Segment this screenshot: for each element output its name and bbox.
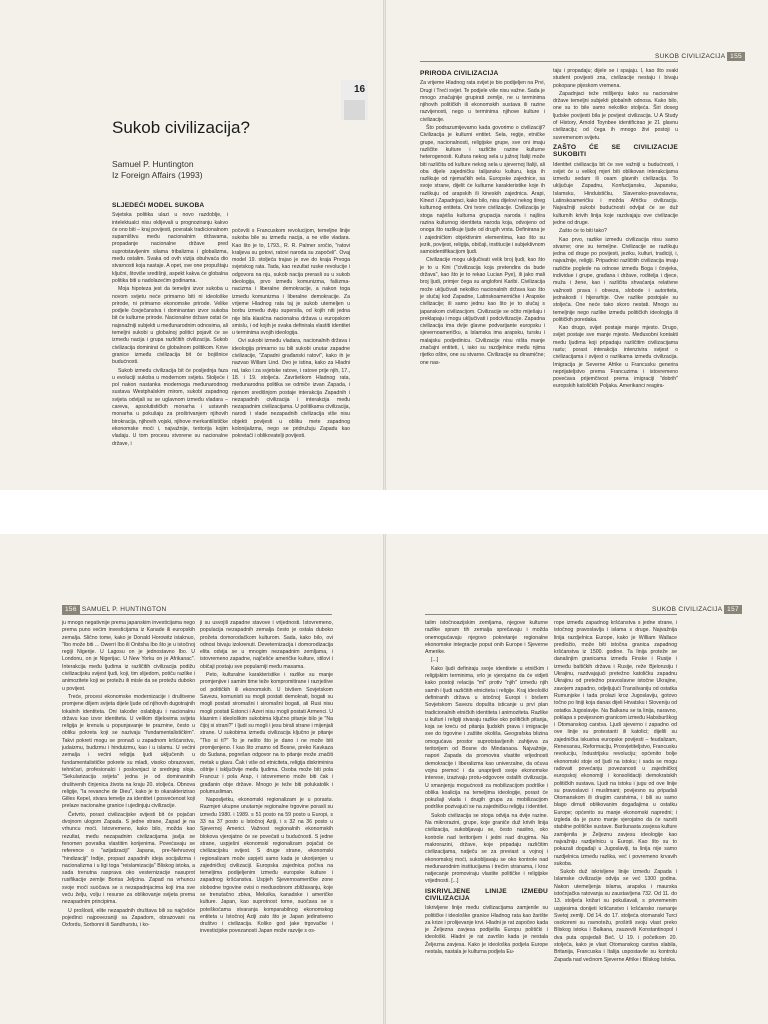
text-column bbox=[232, 228, 350, 440]
paragraph: talim istočnoazijskim zemljama, njegove kulturne razlike spram tih zemalja sprečavaju i možda onemogućavaju njegovo pokretanje regionalne ekonomske integracije poput onih Europe i Sjeverne Amerike. bbox=[425, 620, 548, 656]
page-number: 157 bbox=[724, 605, 742, 614]
paragraph: ju mnogo negativnije prema japanskim investicijama nego prema puno većim investicijama iz Kanade ili europskih zemalja. Slično tome, kako je Donald Horowitz istaknuo, "Ibo može biti ... Owerri Ibo ili Onitsha Ibo što je u istočnoj regiji Nigerije. U Lagosu on je jednostavno Ibo. U Londonu, on je Nigerijac. U New Yorku on je Afrikanac". Interakcija među ljudima iz različitih civilizacija podižu civilizacijsku svijest ljudi, koji, tim slijedom, potiču razlike i animozitete koji se protežu ili misle da se protežu duboko u povijest. bbox=[62, 620, 195, 692]
text-column bbox=[420, 68, 545, 468]
article-author: Samuel P. Huntington bbox=[112, 159, 194, 169]
running-head-title: SUKOB CIVILIZACIJA bbox=[655, 53, 726, 60]
paragraph: Sukob duž iskrivljene linije između Zapada i Islamske civilizacije odvija se već 1300 godina. Nakon utemeljenja islama, arapska i maurska istočnjačka ratovanja su zaustavljena 732. Od 11. do 13. stoljeća križari su pokušavali, s privremenim uspjesima donijeti kršćanstvo i kršćansko ravnanje Svetoj zemlji. Od 14. do 17. stoljeća otomanski Turci osokoreni su ravnotežu, proširili svoju vlast preko Bliskog istoka i Balkana, zauzevši Konstantinopol i dva puta opsjedali Beč. U 19. i početkom 20. stoljeća, kako je vlast Otomanskog carstva slabila, Britanija, Francuska i Italija uspostavile su kontrolu Zapada nad većinom Sjeverne Afrike i Bliskog Istoka. bbox=[554, 869, 677, 963]
paragraph: Kao prvo, razlike između civilizacija nisu samo stvarne; one su temeljne. Civilizacije se razlikuju jedna od druge po povijesti, jeziku, kulturi, tradiciji, i, najvažnije, religiji. Pripadnici različitih civilizacija imaju različite poglede na odnose između Boga i čovjeka, individue i grupe, građana i države, roditelja i djece, muža i žene, kao i različita shvaćanja relativne važnosti prava i obveza, slobode i autoriteta, jednakosti i hijerarhije. Ove razlike postojale su stoljeća. One neće tako skoro nestati. Mnogo su temeljnije nego razlike između političkih ideologija ili političkih poredaka. bbox=[553, 236, 678, 323]
paragraph: Sukob između civilizacija bit će posljednja faza u evoluciji sukoba u modernom svijetu. Stoljeće i pol nakon nastanka modernoga međunarodnog sustava Westphalskim mirom, sukobi zapadnog svijeta odvijali su se uglavnom između vladara – careva, apsolutističkih monarha i ustavnih monarha u pokušaju za proširivanjem njihovih birokracija, njihovih vojski, njihove merkantilističke ekonomske moći i, najvažnije, teritorija kojim vladaju. U tom procesu stvorene su nacionalne države, i bbox=[112, 367, 228, 447]
header-rule bbox=[62, 614, 332, 615]
book-gutter bbox=[383, 534, 386, 1024]
paragraph: rope između zapadnog kršćanstva s jedne strane, i istočnog pravoslavlja i islama s druge. Najvažnija linija razdjelnica Europe, kako je William Wallace predložio, može biti istočna granica zapadnog kršćanstva iz 1500. godine. Ta linija proteže se današnjim granicama između Finske i Rusije i između baltičkih država i Rusije, reže Bjelorusiju i Ukrajinu, razdvajajući pretežno katoličku zapadnu Ukrajinu od pretežno pravoslavne istočne Ukrajine, zavojem zapadno, odjeljujući Transilvaniju od ostatka Rumunjske i tada prolazi kroz Jugoslaviju, gotovo točno po liniji koja danas dijeli Hrvatsku i Sloveniju od ostatka Jugoslavije. Na Balkanu se ta linija, naravno, poklapa s povijesnom granicom između Habsburškog i Otomanskog carstva. Ljudi sjeverno i zapadno od ove linije su protestanti ili katolici; dijelili su zajednička iskustva europske povijesti – feudalizam, Renesansu, Reformaciju, Prosvjetiteljstvo, Francusku revoluciju, Industrijsku revoluciju; općenito bolje ekonomski stoje od ljudi na istoku; i sada se mogu radovati povećanju povezanosti u zajedničkoj europskoj ekonomiji i konsolidaciji demokratskih političkih sustava. Ljudi na istoku i jugu od ove linije su pravoslavci i muslimani; povijesno su pripadali Otomanskom ili drugim carstvima, i bili su samo blago dirnuti oblikovanim događajima u ostatku Europe; općenito su manje ekonomski napredni; i izgleda da je puno manje vjerojatno da će razviti stabilne političke sustave. Baršunasta zavjesa kulture zamijenila je Željeznu zavjesu ideologije kao najvažniju razdjelnicu u Europi. Kao što su to pokazali događaji u Jugoslaviji, ta linija nije samo razdjelnica između razlika, već i povremeno krvavih sukoba. bbox=[554, 620, 677, 867]
text-column bbox=[554, 620, 677, 1020]
section-heading: ZAŠTO ĆE SE CIVILIZACIJE SUKOBITI bbox=[553, 143, 678, 159]
text-column bbox=[112, 200, 228, 452]
paragraph: Treće, procesi ekonomske modernizacije i društvene promjene diljem svijeta dijele ljude od njihovih dugotrajnih lokalnih identiteta. Oni također oslabljuju i nacionalnu državu kao izvor identiteta. U velikim dijelovima svijeta religija je krenula u popunjavanje te praznine, često u obliku pokreta koji se nazivaju "fundamentalističkim". Takvi pokreti mogu se pronaći u zapadnom kršćanstvu, judaizmu, budizmu i hinduizmu, kao i u islamu. U većini zemalja i većini religija ljudi uključenih u fundamentalističke pokrete su mladi, visoko obrazovani, tehničari, profesionalci i poslovnjaci iz srednjeg sloja. "Sekularizacija svijeta" jedna je od dominantnih društvenih činjenica života na kraju 20. stoljeća. Obnova religije, "la revanche de Dieu", kako je to okarakterizirao Gilles Kepel, stvara temelje za identitet i posvećenost koji prelaze nacionalne granice i ujedinjuju civilizacije. bbox=[62, 693, 195, 810]
text-column bbox=[425, 620, 548, 1020]
running-head bbox=[62, 605, 166, 614]
header-rule bbox=[420, 61, 678, 62]
text-column bbox=[553, 68, 678, 468]
text-column bbox=[62, 620, 195, 1020]
page-gap bbox=[0, 490, 768, 534]
chapter-number: 16 bbox=[354, 84, 366, 95]
article-title: Sukob civilizacija? bbox=[112, 118, 250, 137]
paragraph: Sukob civilizacija se stoga odvija na dvije razine. Na mikrorazini, grupe, koje graniče duž krivih linija civilizacija, sukobljavaju se, često nasilno, oko kontrole nad teritorijem i jedni nad drugima. Na makrorazini, države, koje pripadaju različitim civilizacijama, natječu se za previast u vojnoj i ekonomskoj moći, sukobljavaju se oko kontrole nad međunarodnim institucijama i trećim stranama, i kroz natjecanje promoviraju vlastite političke i religijske vrijednosti. [...] bbox=[425, 812, 548, 885]
paragraph: Kao drugo, svijet postaje manje mjesto. Drugo, svijet postaje sve manje mjesto. Međusobni kontakti među ljudima koji pripadaju različitim civilizacijama rastu; porast interakcija intenzivira svijest o civilizacijama i svijest o razlikama između civilizacija. Imigracija je Severne Afrike u Francusku generira neprijateljstvo prema Francuzima i istovremeno povećava prijemčivost prema imigraciji "dobrih" europskih katoličkih Poljaka. Amerikanci reagira- bbox=[553, 325, 678, 390]
article-source: Iz Foreign Affairs (1993) bbox=[112, 170, 203, 180]
paragraph: Iskrivljene linije među civilizacijama zamjenile su političke i ideološke granice Hladnog rata kao žarište za krize i prolijevanje krvi. Hladni je rat započeo kada je Željezna zavjesa podijelila Europu politički i ideološki. Hladni je rat završio kada je nestala Željezna zavjesa. Kako je ideološka podjela Europe nestala, nastala je kulturna podjela Eu- bbox=[425, 905, 548, 956]
running-head-title: SAMUEL P. HUNTINGTON bbox=[81, 606, 167, 613]
paragraph: Kako ljudi definiraju svoje identitete u etničkim i religijskim terminima, vrlo je vjerojatno da će vidjeti kako postoji relacija "mi" protiv "njih" između njih samih i ljudi različitih etniciteta i religije. Kraj ideološki definiranih država u istočnoj Europi i bivšem Sovjetskom Savezu dopušta isticanje u prvi plan tradicionalnih etničkih identiteta i animoziteta. Razlike u kulturi i religiji stvaraju razlike oko političkih pitanja, koja se kreću od pitanja ljudskih prava i imigracije sve do trgovine i zaštite okoliša. Geografska blizina omogućava prostor suprotstavljenih zahtjeva za teritorijem od Bosne do Mindanaoa. Najvažnije, napori Zapada da promovira vlastite vrijednosti demokracije i liberalizma kao univerzalne, da očuva vojnu premoć i da unaprijedi svoje ekonomske interese, izazivaju protu-odgovore ostalih civilizacija. U smanjenju mogućnosti za mobilizacijom podrške i oblika koalicija na temeljima ideologije, porast će pokušaji vlada i drugih grupa za mobilizacijom podrške pozivajući se na zajedničku religiju i identitet. bbox=[425, 665, 548, 811]
section-heading: ISKRIVLJENE LINIJE IZMEĐU CIVILIZACIJA bbox=[425, 887, 548, 902]
paragraph: Zašto će to biti tako? bbox=[559, 228, 607, 235]
paragraph: Četvrto, porast civilizacijske svijesti bit će pojačan dvojnom ulogom Zapada. S jedne strane, Zapad je na vrhuncu moći. Istovremeno, kako bilo, možda kao rezultat, među nezapadnim civilizacijama javlja se fenomen povratka vlastitim korijenima. Povećavaju se reference o "azijatizaciji" Japana, pre-Nehruovoj "hindizaciji" Indije, propast zapadnih ideja socijalizma i nacionalizma i u ligi toga "reislamizacija" Bliskog istoka, a sada trenutna rasprava oko vesternizacije nasuprot rusifikacije zemlje Borisa Jeljcina. Zapad na vrhuncu svoje moći suočava se s nezapadnjacima koji ima sve veću želju, volju i resurse za oblikovanje svijeta prema nezapadnim principima. bbox=[62, 811, 195, 906]
section-heading: PRIRODA CIVILIZACIJA bbox=[420, 70, 499, 77]
section-heading: SLJEDEĆI MODEL SUKOBA bbox=[112, 202, 205, 209]
paragraph: počevši s Francuskom revolucijom, temeljne linije sukoba bile su između nacija, a ne više vladara. Kao što je to, 1793., R. R. Palmer sročio, "ratovi kraljeva su gotovi, ratovi naroda su započeli". Ovaj model 19. stoljeća trajao je sve do kraja Prvoga svjetskog rata. Tada, kao rezultat ruske revolucije i odgovora na nju, sukob nacija prerasli su u sukob ideologija, prvo između komunizma, fašizma-nacizma i liberalne demokracije, a nakon toga između komunizma i liberalne demokracije. Za vrijeme Hladnog rata taj je sukob utemeljen u borbu između dviju supersila, od kojih niti jedna nije bila klasična nacionalna država u europskom smislu, i od kojih je svaka definirala vlastiti identitet u terminima svojih ideologija. bbox=[232, 228, 350, 337]
book-gutter bbox=[383, 0, 386, 490]
header-rule bbox=[425, 614, 677, 615]
paragraph: U prošlosti, elite nezapadnih društava bili su najčešće pojedinci najpovezaniji sa Zapadom, obrazovani na Oxfordu, Sorbonni ili Sandhurstu, i ko- bbox=[62, 907, 195, 929]
top-spread bbox=[0, 0, 768, 490]
paragraph: taju i propadaju; dijele se i spajaju. I, kao što svaki student povijesti zna, civilizacije nestaju i bivaju pokopane pijeskom vremena. bbox=[553, 68, 678, 89]
paragraph: Peto, kulturalne karakteristike i razlike su manje promjenjive i samim time teže kompromitirane i razrješive od političkih ili ekonomskih. U bivšem Sovjetskom Savezu, komunisti su mogli postati demokrati, bogati su mogli postati siromašni i siromašni bogati, ali Rusi nisu mogli postati Estonci i Azeri nisu mogli postati Armenci. U klasnim i ideološkim sukobima ključno pitanje bilo je "Na čijoj si strani?" i ljudi su mogli i jesu birali strane i mijenjali strane. U sukobima između civilizacija ključno je pitanje "Tko si ti?" To je nešto što je dano i ne može biti promijenjeno. I kao što znamo od Bosne, preko Kavkaza do Sudana, pogrešan odgovor na to pitanje može značiti metak u glavu. Čak i više od etniciteta, religija diskriminira oštrije i isključivije među ljudima. Osoba može biti pola Francuz i pola Arap, i istovremeno može biti čak i građanin obje države. Mnogo je teže biti polukatolik i polumusliman. bbox=[200, 672, 333, 795]
bottom-spread bbox=[0, 534, 768, 1024]
page-number: 155 bbox=[727, 52, 745, 61]
paragraph: [...] bbox=[431, 657, 439, 664]
text-column bbox=[200, 620, 333, 1020]
paragraph: Moja hipoteza jest da temeljni izvor sukoba u novom svijetu neće primarno biti ni ideološke prirode, ni primarno ekonomske prirode. Velike podjele čovječanstva i dominantan izvor sukoba bit će kulturne prirode. Nacionalne države ostat će najsnažniji subjekti u međunarodnim odnosima, ali temeljni sukobi u globalnoj politici pojavit će se između nacija i grupa različitih civilizacija. Sukob civilizacija dominirat će globalnom politikom. Krive granice između civilizacija bit će bojišnice budućnosti. bbox=[112, 286, 228, 366]
paragraph: Naposljetku, ekonomski regionalizam je u porastu. Razmjeri ukupne unutarnje regionalne trgovine porasli su između 1980. i 1989. s 51 posto na 59 posto u Europi, s 33 na 37 posto u Istočnoj Aziji, i s 32 na 36 posto u Sjevernoj Americi. Važnost regionalnih ekonomskih blokova vjerojatno će se povećati u budućnosti. S jedne strane, uspješni ekonomski regionalizam pojačat će civilizacijsku svijest. S druge strane, ekonomski regionalizam može uspjeti samo kada je ukorijenjen u zajedničkoj civilizaciji. Europska zajednica počiva na temeljima podijeljenim između europske kulture i zapadnog kršćanstva. Uspjeh Sjevernoameričke zone slobodne trgovine ovisi o međusobnom zbližavanju, koje se trenutačno zbiva, Meksika, kanadske i američke kulture. Japan, kao suprotnost tome, suočava se s poteškoćama stvaranja komparabilnog ekonomskog entiteta u Istočnoj Aziji zato što je Japan jedinstveno društvo i civilizacija. Koliko god jake trgovačke i investicijske povezanosti Japan može razvije s os- bbox=[200, 797, 333, 935]
page-number: 156 bbox=[62, 605, 80, 614]
paragraph: Ovi sukobi između vladara, nacionalnih država i ideologija primarno su bili sukobi unutar zapadne civilizacije, "Zapadni građanski ratovi", kako ih je nazvao Willam Lind. Ovo je istina, kako za Hladni rat, tako i za svjetske ratove, i ratove prije njih, 17., 18. i 19. stoljeća. Završetkom Hladnog rata, međunarodna politika se odmiče izvan Zapada, i njenom središnjom postaje interakcija Zapadnih i nezapadnih civilizacija i interakcija među nezapadnim civilizacijama. U politikama civilizacija, narodi i vlade nezapadnih civilizacija više nisu objekti povijesti u obliku mete zapadnog kolonijalizma, nego se pridružuju Zapadu kao pokretači i oblikovatelji povijesti. bbox=[232, 338, 350, 440]
paragraph: Identitet civilizacija bit će sve važniji u budućnosti, i svijet će u velikoj mjeri biti oblikovan interakcijama između sedam ili osam glavnih civilizacija. To uključuje Zapadnu, Konfucijansku, Japansku, Islamsku, Hinduističku, Slavensko-pravoslavnu, Latinskoameričku i možda Afričku civilizaciju. Najvažniji sukobi budućnosti odvijat će se duž kulturnih krivih linija koje razdvajaju ove civilizacije jedne od druge. bbox=[553, 161, 678, 226]
paragraph: ji su usvojili zapadne stavove i vrijednosti. Istovremeno, populacija nezapadnih zemalja često je ostala duboko prožeta domorodačkom kulturom. Sada, kako bilo, ovi odnosi bivaju izokrenuti. Deveternizacija i domorodizacija elita odvija se u mnogim nezapadnim zemljama, i istovremeno zapadne, najčešće američke kulture, stilovi i običaji postaju sve popularniji među masama. bbox=[200, 620, 333, 670]
running-head-title: SUKOB CIVILIZACIJA bbox=[652, 606, 723, 613]
running-head bbox=[655, 52, 745, 61]
running-head bbox=[652, 605, 742, 614]
paragraph: Civilizacije mogu uključivati velik broj ljudi, kao što je to u Kini ("civilizacija koja pretendira da bude država", kao što je to rekao Lucian Pye), ili jako mali broj ljudi, primjer čega su anglofoni Karibi. Civilizacija može uključivati nekoliko nacionalnih država kao što je slučaj kod Zapadne, Latinskoamerničke i Arapske civilizacije; ili samo jednu kao što je to slučaj s japanskom civilizacijom. Civilizacije se očito miješaju i preklapaju i mogu uključivati i podcivilizacije. Zapadna civilizacija ima dvije glavne podvarijante europsku i sjevernoameričku, a Islamska ima arapsku, tursku i malajsku podjedinicu. Civilizacije nisu ništa manje značajni entiteti, i, iako su razdjelnice među njima rijetko oštre, one su stvarne. Civilizacije su dinamične; one nas- bbox=[420, 257, 545, 366]
paragraph: Za vrijeme Hladnog rata svijet je bio podijeljen na Prvi, Drugi i Treći svijet. Te podjele više nisu važne. Sada je mnogo značajnije grupirati zemlje, ne u terminima njihovih političkih ili ekonomskih sustava ili razine razvijenosti, nego u terminima njihove kulture i civilizacije. bbox=[420, 80, 545, 123]
paragraph: Svjetska politika ulazi u novo razdoblje, i intelektualci nisu oklijevali u prognoziranju kakvo će ono biti – kraj povijesti, povratak tradicionalnom suparništvu među nacionalnim državama, propadanje nacionalne države pred suprotstavljenim silama tribalizma i globalizma, među ostalim. Svaka od ovih vizija obuhvaća dio stvarnosti koja nastaje. A opet, sve one propuštaju ključni, štoviše središnji, aspekt kakva će globalna politika biti u nadolazećim godinama. bbox=[112, 212, 228, 284]
paragraph: Što podrazumijevamo kada govorimo o civilizaciji? Civilizacija je kulturni entitet. Sela, regije, etničke grupe, nacionalnosti, religijske grupe, sve oni imaju različite kulture i različite razine kulturne heterogenosti. Kultura nekog sela u južnoj Italiji može biti različita od kulture nekog sela u sjevernoj Italiji, ali oba dijele zajedničku talijansku kulturu, koja ih razlikuje od njemačkih sela. Europske zajednice, sa svoje strane, dijelit će kulturne karakteristike koje ih razlikuju od arapskih ili kineskih zajednica. Arapi, Kinezi i Zapadnjaci, kako bilo, nisu dijelovi nekog šireg kulturnog entiteta. Oni tvore civilizacije. Civilizacija je stoga najviša kulturna grupacija naroda i najšira razina kulturnog identiteta naroda koja, odvojeno od onoga što razlikuje ljude od drugih vrsta. Definirana je i zajedničkim objektivnim elementima, kao što su jezik, povijest, religija, običaji, institucije i subjektivnom samoidentifikacijom ljudi. bbox=[420, 125, 545, 256]
paragraph: Zapadnjaci teže mišljenju kako su nacionalne države temeljni subjekti globalnih odnosa. Kako bilo, one su to bile samo nekoliko stoljeća. Širi doseg ljudske povijesti bila je povijest civilizacija. U A Study of History, Arnold Toynbee identificirao je 21 glavnu civilizaciju; od čega ih mnogo živi postoji u suvremenom svijetu. bbox=[553, 90, 678, 141]
